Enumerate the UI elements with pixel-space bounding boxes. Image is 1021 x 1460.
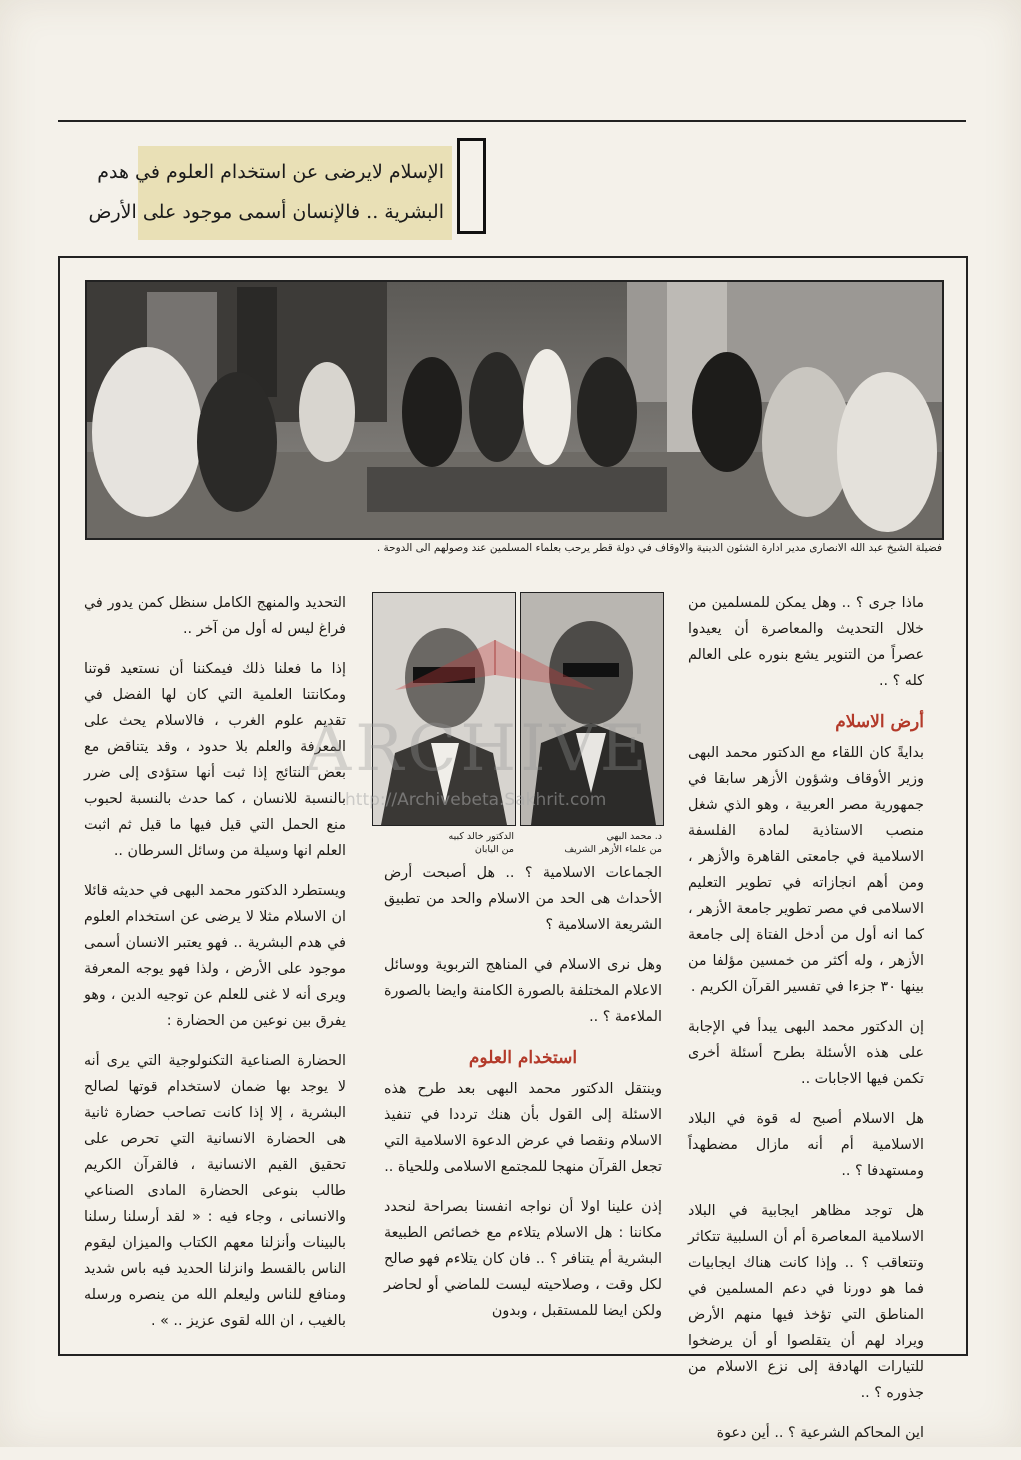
paragraph: إذن علينا اولا أن نواجه انفسنا بصراحة لنحدد مكاننا : هل الاسلام يتلاءم مع خصائص الطبيعة البشرية أم يتنافر ؟ .. فان كان يتلاءم فهو صالح لكل وقت ، وصلاحيته ليست للماضي أو لحاضر ولكن ايضا للمستقبل ، وبدون [384, 1199, 662, 1319]
group-photo [85, 280, 944, 540]
photo-caption: فضيلة الشيخ عبد الله الانصارى مدير ادارة الشئون الدينية والاوقاف في دولة قطر يرحب بعلماء المسلمين عند وصولهم الى الدوحة . [376, 542, 942, 554]
portrait-right-caption-name: د. محمد البهي [606, 831, 662, 842]
portrait-right [520, 592, 664, 826]
section-heading-use-of-sciences: استخدام العلوم [468, 1048, 578, 1068]
portrait-right-caption-role: من علماء الأزهر الشريف [564, 844, 662, 855]
paragraph: التحديد والمنهج الكامل سنظل كمن يدور في فراغ ليس له أول من آخر .. [84, 595, 346, 637]
portrait-left-caption-name: الدكتور خالد كبيه [448, 831, 514, 842]
archive-watermark-url: http://Archivebeta.Sakhrit.com [345, 790, 607, 810]
group-photo-image [87, 282, 942, 538]
portrait-right-image [521, 593, 663, 825]
column-middle [384, 860, 662, 1338]
paragraph: هل الاسلام أصبح له قوة في البلاد الاسلامية أم أنه مازال مضطهداً ومستهدفا ؟ .. [688, 1111, 924, 1179]
headline-line-1: الإسلام لايرضى عن استخدام العلوم في هدم [97, 161, 444, 183]
section-heading-land-of-islam: أرض الاسلام [835, 712, 924, 732]
paragraph: هل توجد مظاهر ايجابية في البلاد الاسلامية المعاصرة أم أن السلبية تتكاثر وتتعاقب ؟ .. وإذا كانت هناك ايجابيات فما هو دورنا في دعم المسلمين في المناطق التي تؤخذ فيها منهم الأرض ويراد لهم أن يتقلصوا أو أن يرضخوا للتيارات الهادفة إلى نزع الاسلام من جذوره ؟ .. [688, 1203, 924, 1401]
column-right [688, 590, 924, 1460]
archive-watermark: ARCHIVE [305, 712, 651, 786]
paragraph: الحضارة الصناعية التكنولوجية التي يرى أنه لا يوجد بها ضمان لاستخدام قوتها لصالح البشرية ، إلا إذا كانت تصاحب حضارة ثانية هى الحضارة الانسانية التي تحرص على تحقيق القيم الانسانية ، فالقرآن الكريم طالب بنوعى الحضارة المادى الصناعي والانسانى ، وجاء فيه : « لقد أرسلنا رسلنا بالبينات وأنزلنا معهم الكتاب والميزان ليقوم الناس بالقسط وانزلنا الحديد فيه باس شديد ومنافع للناس وليعلم الله من ينصره ورسله بالغيب ، ان الله لقوى عزيز .. » . [84, 1053, 346, 1329]
portrait-left-caption-origin: من اليابان [474, 844, 514, 855]
headline-line-2: البشرية .. فالإنسان أسمى موجود على الأرض [88, 201, 444, 223]
paragraph: ماذا جرى ؟ .. وهل يمكن للمسلمين من خلال التحديث والمعاصرة أن يعيدوا عصراً من التنوير يشع بنوره على العالم كله ؟ .. [688, 595, 924, 689]
paragraph: إن الدكتور محمد البهى يبدأ في الإجابة على هذه الأسئلة بطرح أسئلة أخرى تكمن فيها الاجابات .. [688, 1019, 924, 1087]
paragraph: وينتقل الدكتور محمد البهى بعد طرح هذه الاسئلة إلى القول بأن هنك ترددا في تنفيذ الاسلام ونقصا في عرض الدعوة الاسلامية التي تجعل القرآن منهجا للمجتمع الاسلامى وللحياة .. [384, 1081, 662, 1175]
portrait-left-image [373, 593, 515, 825]
paragraph: بدايةً كان اللقاء مع الدكتور محمد البهى وزير الأوقاف وشؤون الأزهر سابقا في جمهورية مصر العربية ، وهو الذي شغل منصب الاستاذية لمادة الفلسفة الاسلامية في جامعتى القاهرة والأزهر ، ومن أهم انجازاته في تطوير التعليم الاسلامى في مصر تطوير جامعة الأزهر ، كما انه أول من أدخل الفتاة إلى جامعة الأزهر ، وله أكثر من خمسين مؤلفا من بينها ٣٠ جزءا في تفسير القرآن الكريم . [688, 745, 924, 995]
paragraph: ويستطرد الدكتور محمد البهى في حديثه قائلا ان الاسلام مثلا لا يرضى عن استخدام العلوم في هدم البشرية .. فهو يعتبر الانسان أسمى موجود على الأرض ، ولذا فهو يوجه المعرفة ويرى أنه لا غنى للعلم عن توجيه الدين ، وهو يفرق بين نوعين من الحضارة : [84, 883, 346, 1029]
portrait-left [372, 592, 516, 826]
top-rule [58, 120, 966, 122]
headline-bracket [457, 138, 483, 234]
paragraph: اين المحاكم الشرعية ؟ .. أين دعوة [716, 1425, 924, 1441]
paragraph: الجماعات الاسلامية ؟ .. هل أصبحت أرض الأحداث هى الحد من الاسلام والحد من تطبيق الشريعة الاسلامية ؟ [384, 865, 662, 933]
headline-box [88, 146, 452, 240]
paragraph: إذا ما فعلنا ذلك فيمكننا أن نستعيد قوتنا ومكانتنا العلمية التي كان لها الفضل في تقديم علوم الغرب ، فالاسلام يحث على المعرفة والعلم بلا حدود ، وقد يتناقض مع بعض النتائج إذا ثبت أنها ستؤدى إلى ضرر بالنسبة للانسان ، كما حدث بالنسبة لحبوب منع الحمل التي قيل فيها ما قيل ثم اثبت العلم انها وسيلة من وسائل السرطان .. [84, 661, 346, 859]
column-left [84, 590, 346, 1348]
paragraph: وهل نرى الاسلام في المناهج التربوية ووسائل الاعلام المختلفة بالصورة الكامنة وايضا بالصورة الملاءمة ؟ .. [384, 957, 662, 1025]
